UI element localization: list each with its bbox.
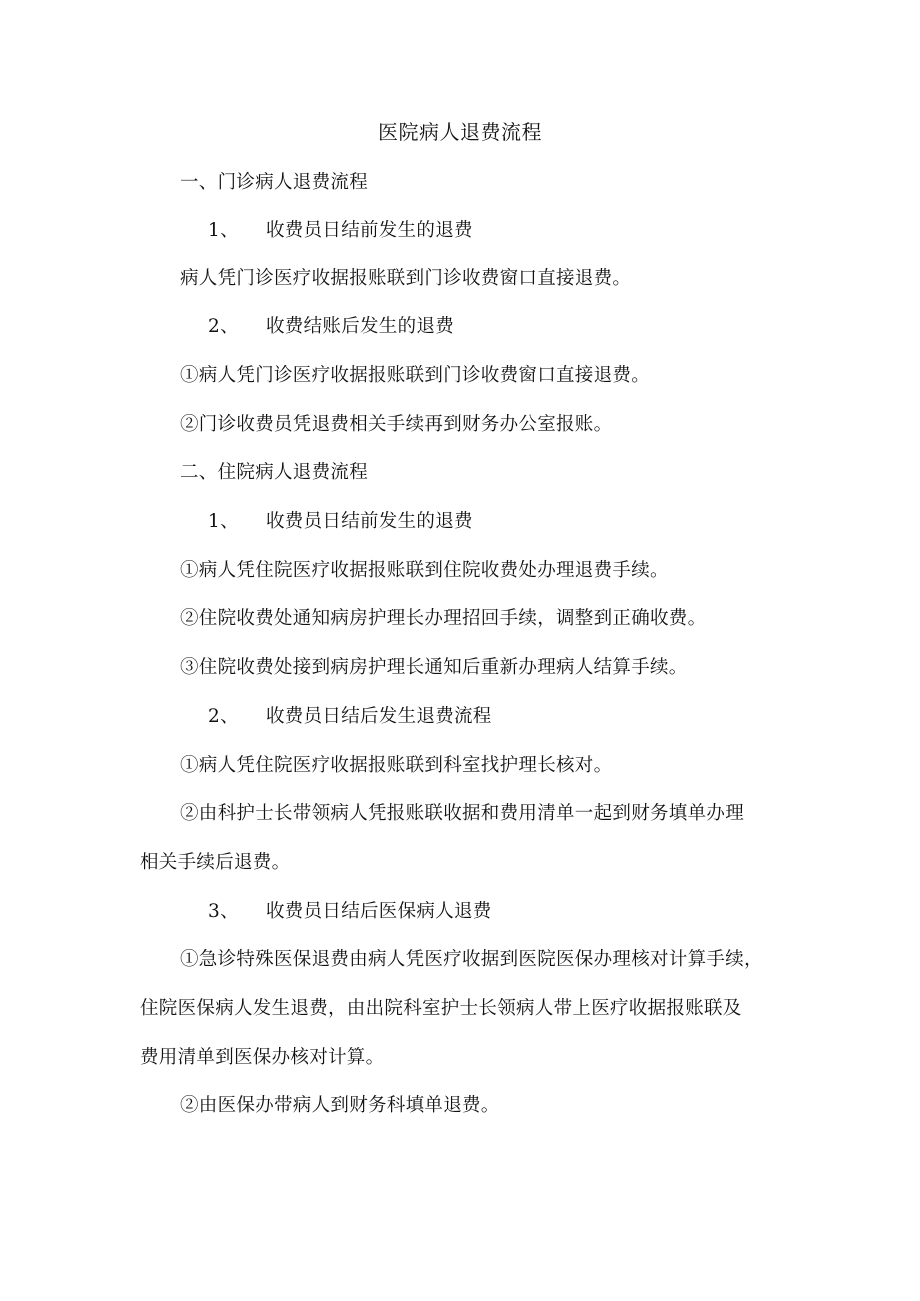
section2-item2-paragraph-1: ①病人凭住院医疗收据报账联到科室找护理长核对。 [180,755,613,776]
section2-item1-number: 1、 [208,511,239,532]
section1-item1-number: 1、 [208,220,239,241]
section2-item3-paragraph-1-line-3: 费用清单到医保办核对计算。 [140,1047,385,1068]
section2-item2-number: 2、 [208,706,239,727]
section2-item3-paragraph-1-line-2: 住院医保病人发生退费，由出院科室护士长领病人带上医疗收据报账联及 [140,998,742,1019]
section2-item2-paragraph-2-line-1: ②由科护士长带领病人凭报账联收据和费用清单一起到财务填单办理 [180,803,745,824]
section2-item3-paragraph-1-line-1: ①急诊特殊医保退费由病人凭医疗收据到医院医保办理核对计算手续， [180,949,763,970]
section2-item3 [208,899,492,925]
section2-item2-paragraph-2-line-2: 相关手续后退费。 [140,852,291,873]
section2-item1-paragraph-3: ③住院收费处接到病房护理长通知后重新办理病人结算手续。 [180,657,688,678]
section2-item3-paragraph-2: ②由医保办带病人到财务科填单退费。 [180,1095,500,1116]
section2-item3-number: 3、 [208,901,239,922]
section1-heading: 一、门诊病人退费流程 [180,172,369,193]
section2-item1 [208,509,473,535]
section1-item2-paragraph-1: ①病人凭门诊医疗收据报账联到门诊收费窗口直接退费。 [180,365,651,386]
section1-item1 [208,218,473,244]
section1-item2-paragraph-2: ②门诊收费员凭退费相关手续再到财务办公室报账。 [180,414,613,435]
section1-item2 [208,314,454,340]
document-title: 医院病人退费流程 [378,120,542,144]
section2-item1-paragraph-2: ②住院收费处通知病房护理长办理招回手续，调整到正确收费。 [180,608,707,629]
section2-heading: 二、住院病人退费流程 [180,462,369,483]
section2-item1-title: 收费员日结前发生的退费 [266,511,473,532]
section2-item1-paragraph-1: ①病人凭住院医疗收据报账联到住院收费处办理退费手续。 [180,560,669,581]
section2-item3-title: 收费员日结后医保病人退费 [266,901,492,922]
section1-item1-title: 收费员日结前发生的退费 [266,220,473,241]
section2-item2-title: 收费员日结后发生退费流程 [266,706,492,727]
section1-item2-number: 2、 [208,316,239,337]
section1-item2-title: 收费结账后发生的退费 [266,316,455,337]
section2-item2 [208,704,492,730]
section1-item1-paragraph: 病人凭门诊医疗收据报账联到门诊收费窗口直接退费。 [180,268,632,289]
